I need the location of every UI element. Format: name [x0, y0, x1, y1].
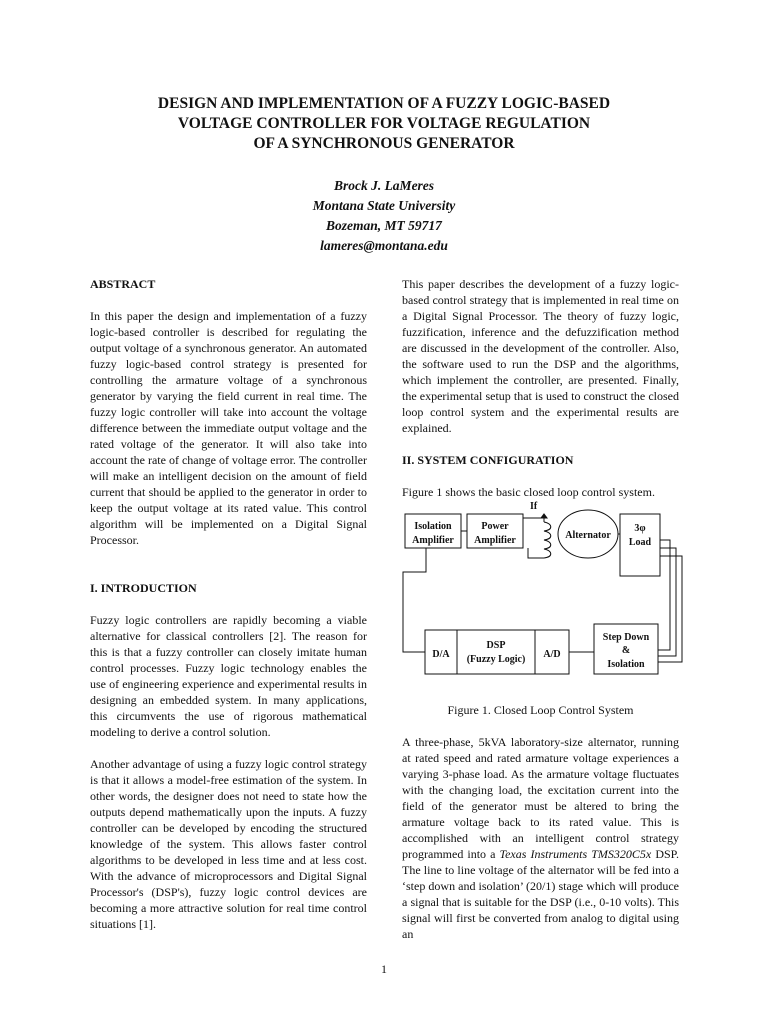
title-line-3: OF A SYNCHRONOUS GENERATOR [253, 135, 515, 152]
feedback-loop-wire [403, 548, 426, 652]
introduction-heading: I. INTRODUCTION [90, 581, 197, 595]
introduction-paragraph-2: Another advantage of using a fuzzy logic control strategy is that it allows a model-free estimation of the system. In other words, the designer does not need to state how the outputs depend mathematically upon the inputs. A fuzzy controller can be developed by encoding the structured knowledge of the system. This allows faster control algorithms to be developed in less time and at less cost. With the advance of microprocessors and Digital Signal Processor's (DSP's), fuzzy logic control devices are becoming a more attractive solution for real time control situations [1]. [90, 757, 367, 931]
system-description-paragraph [402, 734, 679, 942]
power-amplifier-label-2: Amplifier [474, 535, 516, 546]
figure-caption: Figure 1. Closed Loop Control System [447, 703, 634, 717]
load-phase-label: 3φ [634, 523, 646, 534]
da-label: D/A [432, 649, 450, 660]
alternator-label: Alternator [565, 530, 611, 541]
isolation-amplifier-label-2: Amplifier [412, 535, 454, 546]
power-amplifier-label-1: Power [481, 521, 509, 532]
field-return-wire [528, 548, 544, 558]
title-line-1: DESIGN AND IMPLEMENTATION OF A FUZZY LOGIC-BASED [157, 95, 611, 112]
ad-label: A/D [543, 649, 561, 660]
overview-paragraph: This paper describes the development of a fuzzy logic-based control strategy that is implemented in real time on a Digital Signal Processor. The theory of fuzzy logic, fuzzification, inference and the defuzzification method are discussed in the development of the controller. Also, the software used to run the DSP and the algorithms, which implement the controller, are presented. Finally, the experimental setup that is used to construct the closed loop control system and the experimental results are explained. [402, 277, 679, 435]
abstract-text: In this paper the design and implementation of a fuzzy logic-based controller is described for regulating the output voltage of a synchronous generator. An automated fuzzy logic-based control strategy is presented for controlling the armature voltage of a synchronous generator by varying the field current in real time. The fuzzy logic controller will take into account the voltage difference between the immediate output voltage and the rated voltage of the generator. It will also take into account the rate of change of voltage error. The controller will make an intelligent decision on the amount of field current that should be applied to the generator in order to keep the output voltage at its rated value. This control algorithm will be implemented on a Digital Signal Processor. [90, 309, 367, 547]
author-name: Brock J. LaMeres [333, 178, 435, 193]
load-label: Load [628, 537, 652, 548]
step-down-label-2: & [621, 645, 631, 656]
dsp-label-1: DSP [486, 640, 506, 651]
system-configuration-heading: II. SYSTEM CONFIGURATION [402, 453, 574, 467]
author-block [160, 176, 608, 256]
title-line-2: VOLTAGE CONTROLLER FOR VOLTAGE REGULATION [177, 115, 591, 132]
isolation-amplifier-label-1: Isolation [414, 521, 452, 532]
introduction-paragraph-1: Fuzzy logic controllers are rapidly becoming a viable alternative for classical controllers [2]. The reason for this is that a fuzzy controller can closely imitate human control processes. Fuzzy logic technology enables the use of engineering experience and experimental results in designing an embedded system. In many applications, this circumvents the use of rigorous mathematical modeling to derive a control solution. [90, 613, 367, 739]
dsp-label-2: (Fuzzy Logic) [466, 654, 526, 665]
author-email: lameres@montana.edu [320, 238, 448, 253]
field-current-arrow [523, 518, 544, 522]
field-current-arrowhead [541, 514, 547, 518]
dsp-model-name: Texas Instruments TMS320C5x [499, 847, 652, 861]
abstract-heading: ABSTRACT [90, 277, 156, 291]
right-column-top [402, 276, 679, 500]
figure-reference-paragraph: Figure 1 shows the basic closed loop control system. [402, 485, 655, 499]
system-description-text-b: DSP. The line to line voltage of the alternator will be fed into a ‘step down and isolation’ (20/1) stage which will produce a signal that is suitable for the DSP (i.e., 0-10 volts). This signal will first be converted from analog to digital using an [402, 847, 680, 941]
dsp-box [457, 630, 535, 674]
system-description-text-a: A three-phase, 5kVA laboratory-size alternator, running at rated speed and rated armature voltage experiences a varying 3-phase load. As the armature voltage fluctuates with the changing load, the excitation current into the field of the generator must be altered to bring the armature voltage back to its rated value. This is accomplished with an intelligent control strategy programmed into a [402, 735, 679, 861]
page-number: 1 [381, 962, 387, 976]
paper-title [60, 94, 708, 154]
author-affiliation: Montana State University [312, 198, 456, 213]
phase-wire-b [658, 548, 676, 656]
left-column [90, 276, 367, 932]
field-winding-coil [544, 522, 551, 558]
author-location: Bozeman, MT 59717 [326, 218, 442, 233]
right-column-bottom [402, 734, 679, 942]
closed-loop-diagram [398, 500, 688, 690]
step-down-label-1: Step Down [602, 632, 650, 643]
step-down-label-3: Isolation [607, 659, 645, 670]
field-current-label: If [530, 501, 538, 512]
